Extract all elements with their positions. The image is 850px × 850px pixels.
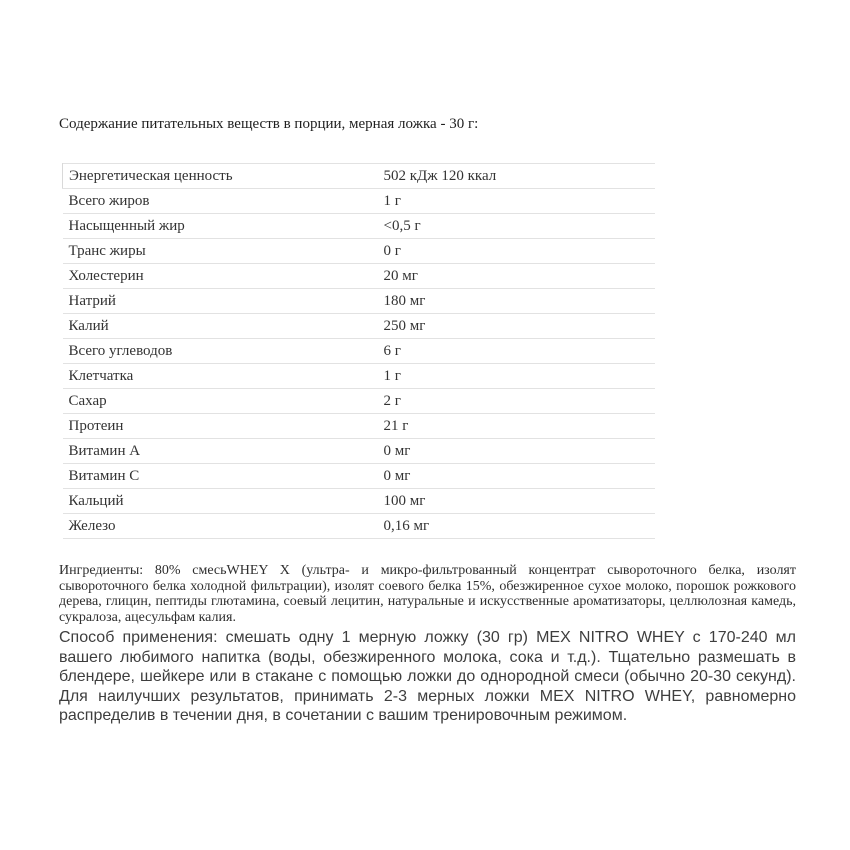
nutrient-label: Транс жиры bbox=[63, 239, 384, 264]
table-row bbox=[63, 214, 656, 239]
nutrient-label: Насыщенный жир bbox=[63, 214, 384, 239]
table-row bbox=[63, 264, 656, 289]
nutrient-value: 0 мг bbox=[384, 464, 656, 489]
ingredients-paragraph: Ингредиенты: 80% смесьWHEY X (ультра- и микро-фильтрованный концентрат сывороточного белка, изолят сывороточного белка холодной фильтрации), изолят соевого белка 15%, обезжиренное сухое молоко, порошок рожкового дерева, глицин, пептиды глютамина, соевый лецитин, натуральные и искусственные ароматизаторы, целлюлозная камедь, сукралоза, ацесульфам калия. bbox=[59, 563, 796, 625]
table-row bbox=[63, 164, 656, 189]
table-row bbox=[63, 289, 656, 314]
nutrient-value: 1 г bbox=[384, 189, 656, 214]
page-title: Содержание питательных веществ в порции, мерная ложка - 30 г: bbox=[59, 116, 479, 132]
nutrient-value: 502 кДж 120 ккал bbox=[384, 164, 656, 189]
nutrient-value: 20 мг bbox=[384, 264, 656, 289]
nutrient-label: Калий bbox=[63, 314, 384, 339]
nutrient-value: 100 мг bbox=[384, 489, 656, 514]
nutrient-value: 2 г bbox=[384, 389, 656, 414]
nutrient-value: 6 г bbox=[384, 339, 656, 364]
table-row bbox=[63, 339, 656, 364]
nutrient-label: Всего жиров bbox=[63, 189, 384, 214]
nutrient-label: Железо bbox=[63, 514, 384, 539]
table-row bbox=[63, 189, 656, 214]
table-row bbox=[63, 464, 656, 489]
nutrient-label: Протеин bbox=[63, 414, 384, 439]
nutrient-label: Кальций bbox=[63, 489, 384, 514]
nutrient-label: Энергетическая ценность bbox=[63, 164, 384, 189]
nutrient-label: Всего углеводов bbox=[63, 339, 384, 364]
nutrient-value: 250 мг bbox=[384, 314, 656, 339]
table-row bbox=[63, 439, 656, 464]
table-row bbox=[63, 514, 656, 539]
nutrient-value: <0,5 г bbox=[384, 214, 656, 239]
table-row bbox=[63, 314, 656, 339]
nutrient-label: Витамин C bbox=[63, 464, 384, 489]
nutrient-label: Витамин A bbox=[63, 439, 384, 464]
nutrient-label: Сахар bbox=[63, 389, 384, 414]
description-text-block bbox=[59, 563, 796, 726]
nutrition-table bbox=[62, 163, 655, 539]
table-row bbox=[63, 364, 656, 389]
nutrient-value: 0,16 мг bbox=[384, 514, 656, 539]
nutrient-label: Клетчатка bbox=[63, 364, 384, 389]
nutrient-value: 0 г bbox=[384, 239, 656, 264]
nutrient-value: 21 г bbox=[384, 414, 656, 439]
table-row bbox=[63, 414, 656, 439]
nutrition-table-body bbox=[63, 164, 656, 539]
usage-paragraph: Способ применения: смешать одну 1 мерную ложку (30 гр) MEX NITRO WHEY с 170-240 мл вашего любимого напитка (воды, обезжиренного молока, сока и т.д.). Тщательно размешать в блендере, шейкере или в стакане с помощью ложки до однородной смеси (обычно 20-30 секунд). Для наилучших результатов, принимать 2-3 мерных ложки MEX NITRO WHEY, равномерно распределив в течении дня, в сочетании с вашим тренировочным режимом. bbox=[59, 629, 796, 724]
nutrient-label: Натрий bbox=[63, 289, 384, 314]
table-row bbox=[63, 389, 656, 414]
table-row bbox=[63, 489, 656, 514]
nutrient-value: 0 мг bbox=[384, 439, 656, 464]
nutrient-value: 180 мг bbox=[384, 289, 656, 314]
table-row bbox=[63, 239, 656, 264]
nutrient-value: 1 г bbox=[384, 364, 656, 389]
nutrient-label: Холестерин bbox=[63, 264, 384, 289]
